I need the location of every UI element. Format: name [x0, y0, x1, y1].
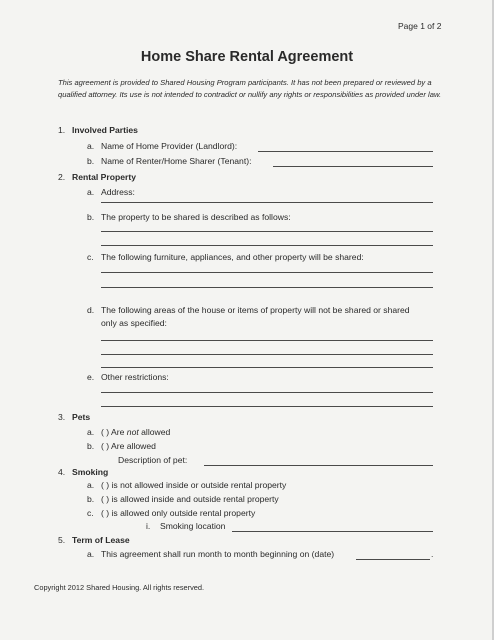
pet-description-label: Description of pet: — [118, 455, 188, 465]
pets-not-allowed-option[interactable] — [87, 427, 170, 437]
section-involved-parties — [58, 125, 138, 135]
section-title: Rental Property — [72, 172, 136, 182]
item-letter: a. — [87, 549, 95, 559]
property-description-line-1[interactable] — [101, 231, 433, 232]
other-restrictions-line-2[interactable] — [101, 406, 433, 407]
smoking-not-allowed-option[interactable] — [87, 480, 286, 490]
item-letter: a. — [87, 141, 95, 151]
tenant-name-label — [87, 156, 251, 166]
section-number: 1. — [58, 125, 66, 135]
section-smoking — [58, 467, 108, 477]
pet-description-field[interactable] — [204, 465, 433, 466]
not-shared-label — [87, 305, 410, 315]
section-title: Pets — [72, 412, 91, 422]
not-shared-label-continued: only as specified: — [101, 318, 167, 328]
item-text: Name of Home Provider (Landlord): — [101, 141, 238, 151]
item-text: ( ) Are — [101, 427, 127, 437]
item-letter: a. — [87, 187, 95, 197]
item-letter: b. — [87, 156, 95, 166]
item-letter: a. — [87, 427, 95, 437]
other-restrictions-label — [87, 372, 169, 382]
item-text: The property to be shared is described as follows: — [101, 212, 291, 222]
tenant-name-field[interactable] — [273, 166, 433, 167]
not-shared-line-3[interactable] — [101, 367, 433, 368]
other-restrictions-line-1[interactable] — [101, 392, 433, 393]
section-number: 5. — [58, 535, 66, 545]
item-text: The following areas of the house or items of property will not be shared or shared — [101, 305, 410, 315]
property-description-label — [87, 212, 291, 222]
item-text: Address: — [101, 187, 135, 197]
section-number: 4. — [58, 467, 66, 477]
copyright-notice: Copyright 2012 Shared Housing. All rights reserved. — [34, 583, 205, 592]
landlord-name-field[interactable] — [258, 151, 433, 152]
intro-disclaimer: This agreement is provided to Shared Housing Program participants. It has not been prepared or reviewed by a qualified attorney. Its use is not intended to contradict or nullify any rights or responsibilities as provided under law. — [58, 78, 442, 99]
section-title: Term of Lease — [72, 535, 130, 545]
section-title: Involved Parties — [72, 125, 138, 135]
lease-start-date-field[interactable] — [356, 559, 430, 560]
section-number: 3. — [58, 412, 66, 422]
item-text: Name of Renter/Home Sharer (Tenant): — [101, 156, 252, 166]
smoking-location-label — [146, 521, 225, 531]
item-letter: b. — [87, 212, 95, 222]
section-title: Smoking — [72, 467, 109, 477]
item-text: Other restrictions: — [101, 372, 169, 382]
item-text: The following furniture, appliances, and other property will be shared: — [101, 252, 364, 262]
item-text: Smoking location — [160, 521, 226, 531]
item-letter: c. — [87, 252, 94, 262]
shared-items-line-1[interactable] — [101, 272, 433, 273]
address-label — [87, 187, 135, 197]
section-term-of-lease — [58, 535, 130, 545]
item-letter: c. — [87, 508, 94, 518]
section-number: 2. — [58, 172, 66, 182]
section-pets — [58, 412, 90, 422]
item-text: This agreement shall run month to month beginning on (date) — [101, 549, 335, 559]
document-title: Home Share Rental Agreement — [140, 49, 354, 65]
lease-term-label — [87, 549, 334, 559]
item-letter: a. — [87, 480, 95, 490]
item-letter: e. — [87, 372, 95, 382]
section-rental-property — [58, 172, 136, 182]
item-numeral: i. — [146, 521, 151, 531]
item-text: ( ) is allowed inside and outside rental property — [101, 494, 279, 504]
landlord-name-label — [87, 141, 237, 151]
lease-term-period: . — [431, 549, 434, 559]
property-description-line-2[interactable] — [101, 245, 433, 246]
item-text: ( ) is allowed only outside rental property — [101, 508, 256, 518]
smoking-location-field[interactable] — [232, 531, 433, 532]
item-text: ( ) Are allowed — [101, 441, 156, 451]
emphasis-text: not — [126, 427, 139, 437]
item-letter: b. — [87, 494, 95, 504]
shared-items-label — [87, 252, 364, 262]
item-letter: d. — [87, 305, 95, 315]
item-letter: b. — [87, 441, 95, 451]
address-line-1[interactable] — [101, 202, 433, 203]
pets-allowed-option[interactable] — [87, 441, 156, 451]
shared-items-line-2[interactable] — [101, 287, 433, 288]
smoking-allowed-everywhere-option[interactable] — [87, 494, 279, 504]
page-number: Page 1 of 2 — [398, 21, 442, 31]
not-shared-line-1[interactable] — [101, 340, 433, 341]
item-text: ( ) is not allowed inside or outside rental property — [101, 480, 287, 490]
smoking-outside-only-option[interactable] — [87, 508, 255, 518]
not-shared-line-2[interactable] — [101, 354, 433, 355]
item-text: allowed — [138, 427, 171, 437]
